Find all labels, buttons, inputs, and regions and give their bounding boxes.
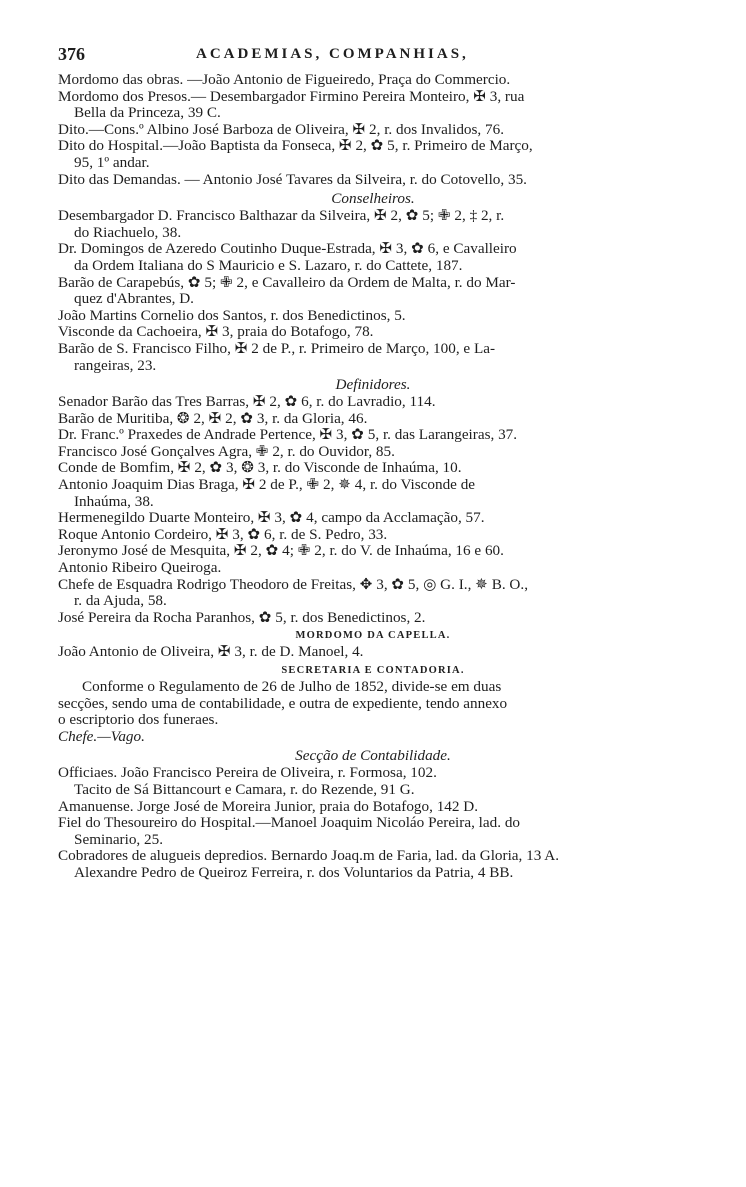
entry-line: Officiaes. João Francisco Pereira de Oliveira, r. Formosa, 102. (58, 764, 437, 782)
entry-line: Alexandre Pedro de Queiroz Ferreira, r. dos Voluntarios da Patria, 4 BB. (74, 863, 514, 881)
page-header (58, 44, 688, 68)
entry-line: Antonio Ribeiro Queiroga. (58, 559, 222, 577)
entry-line: Visconde da Cachoeira, ✠ 3, praia do Botafogo, 78. (58, 323, 374, 341)
entry-line: Fiel do Thesoureiro do Hospital.—Manoel Joaquim Nicoláo Pereira, lad. do (58, 814, 521, 832)
page-number: 376 (58, 44, 85, 64)
section-title-secretaria: SECRETARIA E CONTADORIA. (281, 665, 465, 676)
entry-line: Cobradores de alugueis depredios. Bernardo Joaq.m de Faria, lad. da Gloria, 13 A. (58, 847, 560, 865)
paragraph-line: o escriptorio dos funeraes. (58, 711, 219, 729)
entry-line: Hermenegildo Duarte Monteiro, ✠ 3, ✿ 4, campo da Acclamação, 57. (58, 509, 485, 527)
entry-line: Senador Barão das Tres Barras, ✠ 2, ✿ 6, r. do Lavradio, 114. (58, 393, 436, 411)
entry-line: Roque Antonio Cordeiro, ✠ 3, ✿ 6, r. de S. Pedro, 33. (58, 525, 388, 543)
entry-line: Dito das Demandas. — Antonio José Tavares da Silveira, r. do Cotovello, 35. (58, 170, 527, 188)
entry-line: Dito do Hospital.—João Baptista da Fonseca, ✠ 2, ✿ 5, r. Primeiro de Março, (58, 137, 533, 155)
section-title-conselheiros: Conselheiros. (331, 190, 415, 208)
entry-line: rangeiras, 23. (74, 356, 157, 374)
entry-line: Barão de Carapebús, ✿ 5; ✙ 2, e Cavalleiro da Ordem de Malta, r. do Mar- (58, 273, 516, 291)
secretaria-section (58, 679, 688, 745)
entry-line: Jeronymo José de Mesquita, ✠ 2, ✿ 4; ✙ 2, r. do V. de Inhaúma, 16 e 60. (58, 542, 504, 560)
entry-line: 95, 1º andar. (74, 153, 150, 171)
entry-line: Barão de Muritiba, ❂ 2, ✠ 2, ✿ 3, r. da Gloria, 46. (58, 409, 368, 427)
entry-line: Tacito de Sá Bittancourt e Camara, r. do Rezende, 91 G. (74, 780, 415, 798)
entry-line: do Riachuelo, 38. (74, 223, 182, 241)
entry-line: Antonio Joaquim Dias Braga, ✠ 2 de P., ✙ 2, ✵ 4, r. do Visconde de (58, 476, 476, 494)
chefe-line: Chefe.—Vago. (58, 727, 145, 745)
mordomo-capella-section (58, 644, 688, 661)
section-title-mordomo-capella: MORDOMO DA CAPELLA. (295, 630, 451, 642)
entry-line: João Antonio de Oliveira, ✠ 3, r. de D. Manoel, 4. (58, 643, 364, 661)
conselheiros-section (58, 208, 688, 374)
entry-line: Dito.—Cons.º Albino José Barboza de Oliveira, ✠ 2, r. dos Invalidos, 76. (58, 120, 505, 138)
entry-line: José Pereira da Rocha Paranhos, ✿ 5, r. dos Benedictinos, 2. (58, 608, 426, 626)
entry-line: quez d'Abrantes, D. (74, 290, 194, 308)
definidores-section (58, 394, 688, 626)
running-head: ACADEMIAS, COMPANHIAS, (196, 46, 469, 62)
entry-line: João Martins Cornelio dos Santos, r. dos Benedictinos, 5. (58, 306, 406, 324)
entry-line: Inhaúma, 38. (74, 492, 154, 510)
entry-line: da Ordem Italiana do S Mauricio e S. Lazaro, r. do Cattete, 187. (74, 256, 463, 274)
entry-line: Chefe de Esquadra Rodrigo Theodoro de Freitas, ✥ 3, ✿ 5, ◎ G. I., ✵ B. O., (58, 575, 528, 593)
intro-section (58, 72, 688, 188)
contabilidade-section (58, 765, 688, 881)
paragraph-line: Conforme o Regulamento de 26 de Julho de 1852, divide-se em duas (82, 678, 502, 695)
paragraph-line: secções, sendo uma de contabilidade, e outra de expediente, tendo annexo (58, 694, 508, 712)
entry-line: Dr. Franc.º Praxedes de Andrade Pertence, ✠ 3, ✿ 5, r. das Larangeiras, 37. (58, 426, 518, 444)
entry-line: Mordomo das obras. —João Antonio de Figueiredo, Praça do Commercio. (58, 71, 511, 88)
section-title-contabilidade: Secção de Contabilidade. (295, 747, 451, 765)
entry-line: Barão de S. Francisco Filho, ✠ 2 de P., r. Primeiro de Março, 100, e La- (58, 339, 496, 357)
entry-line: Seminario, 25. (74, 830, 164, 848)
entry-line: Desembargador D. Francisco Balthazar da Silveira, ✠ 2, ✿ 5; ✙ 2, ‡ 2, r. (58, 207, 505, 225)
entry-line: Mordomo dos Presos.— Desembargador Firmino Pereira Monteiro, ✠ 3, rua (58, 87, 525, 105)
entry-line: Bella da Princeza, 39 C. (74, 104, 221, 122)
entry-line: r. da Ajuda, 58. (74, 592, 167, 610)
entry-line: Francisco José Gonçalves Agra, ✙ 2, r. do Ouvidor, 85. (58, 442, 395, 460)
section-title-definidores: Definidores. (335, 376, 411, 394)
entry-line: Dr. Domingos de Azeredo Coutinho Duque-Estrada, ✠ 3, ✿ 6, e Cavalleiro (58, 240, 517, 258)
entry-line: Amanuense. Jorge José de Moreira Junior, praia do Botafogo, 142 D. (58, 797, 479, 815)
entry-line: Conde de Bomfim, ✠ 2, ✿ 3, ❂ 3, r. do Visconde de Inhaúma, 10. (58, 459, 462, 477)
